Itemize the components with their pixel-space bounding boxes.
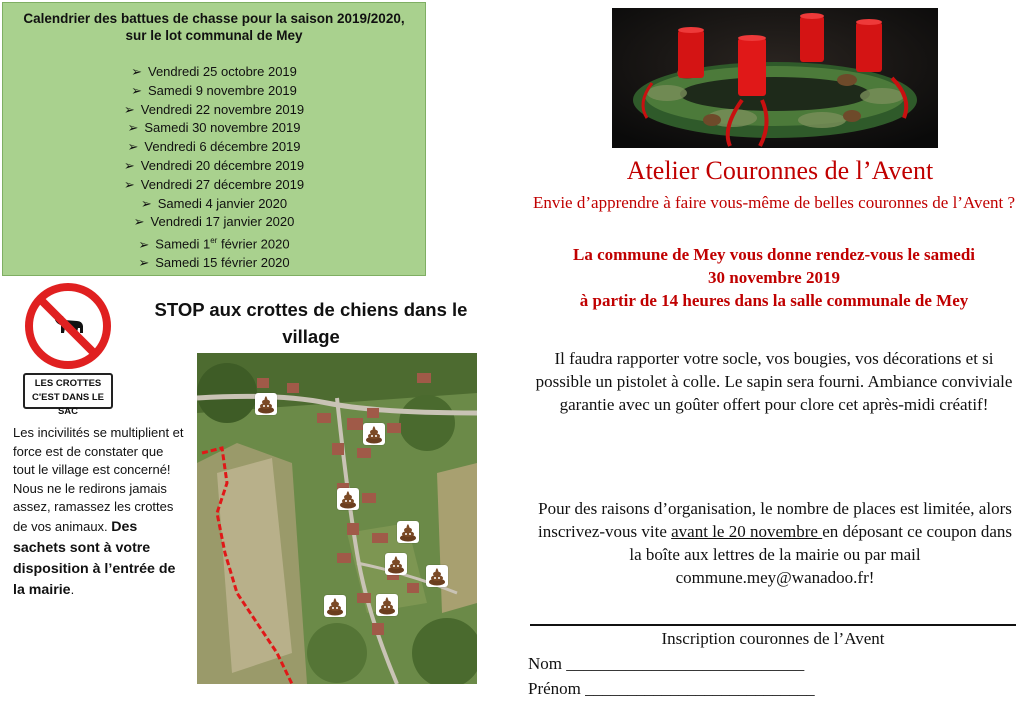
- calendar-date: ➢ Vendredi 6 décembre 2019: [3, 138, 425, 157]
- advent-wreath-photo: [612, 8, 938, 148]
- calendar-title: Calendrier des battues de chasse pour la saison 2019/2020, sur le lot communal de Mey: [23, 11, 405, 43]
- atelier-rendezvous: La commune de Mey vous donne rendez-vous le samedi 30 novembre 2019 à partir de 14 heures dans la salle communale de Mey: [572, 245, 975, 310]
- coupon-nom-field: Nom ____________________________: [528, 654, 805, 673]
- arrow-bullet-icon: ➢: [123, 176, 135, 192]
- calendar-date: ➢ Vendredi 17 janvier 2020: [3, 213, 425, 232]
- arrow-bullet-icon: ➢: [127, 139, 139, 155]
- atelier-intro: Envie d’apprendre à faire vous-même de belles couronnes de l’Avent ?: [532, 193, 1016, 212]
- calendar-date: ➢ Vendredi 25 octobre 2019: [3, 63, 425, 82]
- poop-icon: [324, 595, 346, 617]
- calendar-date: ➢ Samedi 30 novembre 2019: [3, 119, 425, 138]
- poop-icon: [376, 594, 398, 616]
- calendar-dates: [3, 63, 425, 273]
- arrow-bullet-icon: ➢: [123, 157, 135, 173]
- coupon-divider: [530, 624, 1016, 626]
- aerial-photo: [197, 353, 477, 684]
- poop-icon: [255, 393, 277, 415]
- calendar-date: ➢ Samedi 4 janvier 2020: [3, 195, 425, 214]
- advent-wreath-icon: [612, 8, 938, 148]
- poop-icon: [363, 423, 385, 445]
- village-aerial-map: [197, 353, 477, 684]
- poop-bag-banner: LES CROTTES C'EST DANS LE SAC: [23, 373, 113, 409]
- arrow-bullet-icon: ➢: [138, 255, 150, 271]
- calendar-date: ➢ Vendredi 27 décembre 2019: [3, 176, 425, 195]
- calendar-date: ➢ Vendredi 20 décembre 2019: [3, 157, 425, 176]
- poop-icon: [385, 553, 407, 575]
- arrow-bullet-icon: ➢: [138, 236, 150, 252]
- calendar-date: ➢ Samedi 15 février 2020: [3, 254, 425, 273]
- atelier-registration-info: Pour des raisons d’organisation, le nombre de places est limitée, alors inscrivez-vous vite avant le 20 novembre en déposant ce coupon dans la boîte aux lettres de la mairie ou par mail commune.mey@wanadoo.fr!: [538, 499, 1012, 587]
- coupon-title: Inscription couronnes de l’Avent: [661, 629, 885, 648]
- poop-icon: [337, 488, 359, 510]
- arrow-bullet-icon: ➢: [133, 214, 145, 230]
- poop-icon: [426, 565, 448, 587]
- atelier-title: Atelier Couronnes de l’Avent: [626, 156, 934, 185]
- arrow-bullet-icon: ➢: [131, 82, 143, 98]
- dog-poop-title: STOP aux crottes de chiens dans le village: [154, 299, 468, 347]
- sign-slash: [38, 297, 100, 359]
- poop-icon: [397, 521, 419, 543]
- no-dog-poop-sign-icon: [25, 283, 111, 369]
- arrow-bullet-icon: ➢: [127, 120, 139, 136]
- arrow-bullet-icon: ➢: [140, 195, 152, 211]
- arrow-bullet-icon: ➢: [131, 64, 142, 79]
- coupon-prenom-field: Prénom ___________________________: [528, 679, 815, 698]
- arrow-bullet-icon: ➢: [123, 101, 135, 117]
- calendar-date: ➢ Samedi 1er février 2020: [3, 232, 425, 254]
- calendar-date: ➢ Vendredi 22 novembre 2019: [3, 101, 425, 120]
- hunting-calendar: [2, 2, 426, 276]
- calendar-date: ➢ Samedi 9 novembre 2019: [3, 82, 425, 101]
- dog-poop-text: Les incivilités se multiplient et force est de constater que tout le village est concerné! Nous ne le redirons jamais assez, ramassez les crottes de vos animaux. Des sachets sont à votre disposition à l’entrée de la mairie.: [13, 425, 184, 598]
- atelier-instructions: Il faudra rapporter votre socle, vos bougies, vos décorations et si possible un pistolet à colle. Le sapin sera fourni. Ambiance conviviale garantie avec un goûter offert pour clore cet après-midi créatif!: [535, 349, 1013, 414]
